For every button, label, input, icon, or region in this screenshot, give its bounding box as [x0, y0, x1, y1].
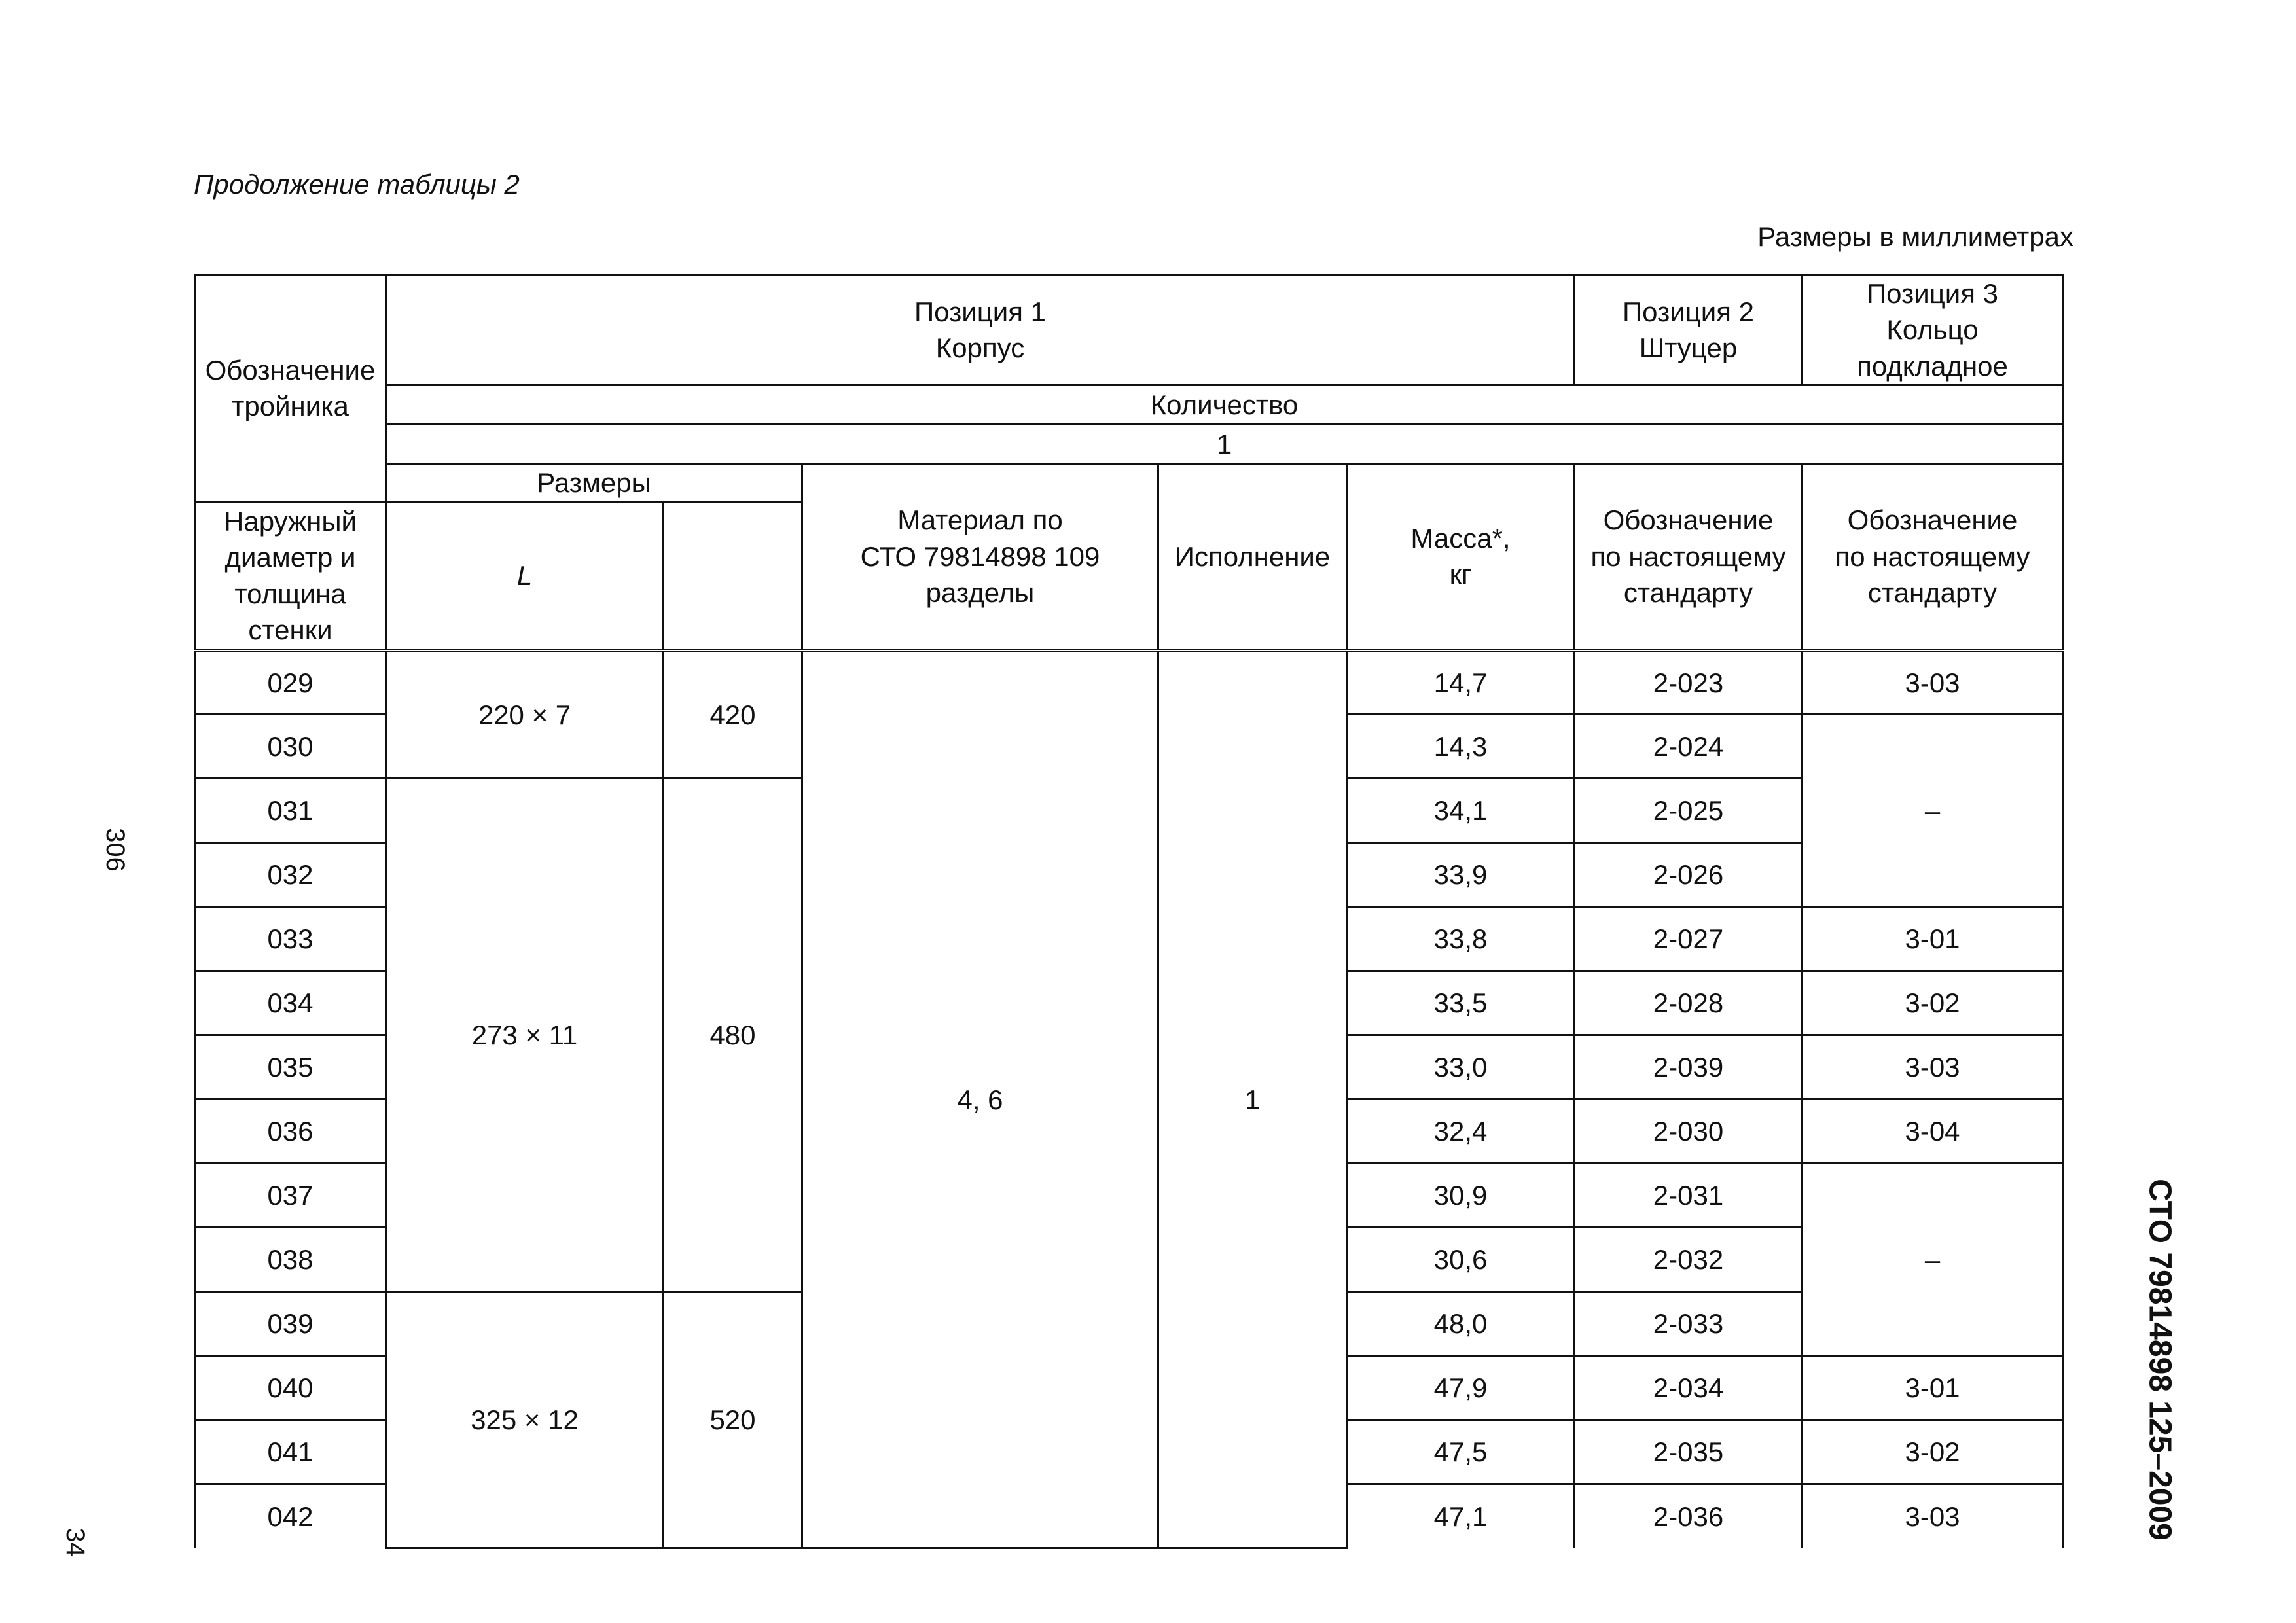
header-position1: Позиция 1 Корпус: [386, 275, 1575, 385]
pos3-cell: 3-01: [1803, 1356, 2063, 1420]
row-code: 041: [195, 1420, 386, 1484]
row-code: 031: [195, 779, 386, 843]
pos3-cell: 3-03: [1803, 1484, 2063, 1548]
document-code: СТО 79814898 125–2009: [2142, 1179, 2178, 1541]
mass-cell: 47,1: [1347, 1484, 1575, 1548]
size-cell: 273 × 11: [386, 779, 664, 1292]
row-code: 029: [195, 651, 386, 715]
mass-cell: 14,7: [1347, 651, 1575, 715]
mass-cell: 32,4: [1347, 1099, 1575, 1164]
header-mass: Масса*, кг: [1347, 464, 1575, 651]
header-quantity-value: 1: [386, 425, 2063, 464]
row-code: 032: [195, 843, 386, 907]
pos3-cell: 3-02: [1803, 1420, 2063, 1484]
pos2-cell: 2-023: [1575, 651, 1803, 715]
pos2-cell: 2-027: [1575, 907, 1803, 971]
spec-table: [194, 274, 2064, 1549]
row-code: 030: [195, 715, 386, 779]
row-code: 039: [195, 1292, 386, 1356]
header-execution: Исполнение: [1158, 464, 1347, 651]
pos3-cell: 3-02: [1803, 971, 2063, 1035]
mass-cell: 34,1: [1347, 779, 1575, 843]
pos3-cell: 3-03: [1803, 651, 2063, 715]
pos2-cell: 2-032: [1575, 1228, 1803, 1292]
mass-cell: 47,5: [1347, 1420, 1575, 1484]
material-cell: 4, 6: [802, 651, 1158, 1548]
pos3-cell: 3-04: [1803, 1099, 2063, 1164]
table-continuation-title: Продолжение таблицы 2: [194, 169, 520, 200]
pos2-cell: 2-026: [1575, 843, 1803, 907]
header-position2: Позиция 2 Штуцер: [1575, 275, 1803, 385]
pos3-cell: 3-03: [1803, 1035, 2063, 1099]
row-code: 035: [195, 1035, 386, 1099]
header-length: L: [386, 502, 664, 650]
pos2-cell: 2-028: [1575, 971, 1803, 1035]
mass-cell: 33,8: [1347, 907, 1575, 971]
row-code: 042: [195, 1484, 386, 1548]
pos2-cell: 2-031: [1575, 1164, 1803, 1228]
page-number-rotated: 306: [100, 828, 130, 872]
size-cell: 220 × 7: [386, 651, 664, 779]
mass-cell: 33,5: [1347, 971, 1575, 1035]
row-code: 034: [195, 971, 386, 1035]
length-cell: 420: [664, 651, 802, 779]
pos3-cell: –: [1803, 715, 2063, 907]
pos2-cell: 2-025: [1575, 779, 1803, 843]
header-designation-pos2: Обозначение по настоящему стандарту: [1575, 464, 1803, 651]
size-cell: 325 × 12: [386, 1292, 664, 1548]
row-code: 040: [195, 1356, 386, 1420]
length-cell: 480: [664, 779, 802, 1292]
pos3-cell: 3-01: [1803, 907, 2063, 971]
header-sizes: Размеры: [386, 464, 802, 502]
row-code: 038: [195, 1228, 386, 1292]
mass-cell: 48,0: [1347, 1292, 1575, 1356]
mass-cell: 30,6: [1347, 1228, 1575, 1292]
pos2-cell: 2-030: [1575, 1099, 1803, 1164]
pos3-cell: –: [1803, 1164, 2063, 1356]
execution-cell: 1: [1158, 651, 1347, 1548]
pos2-cell: 2-033: [1575, 1292, 1803, 1356]
row-code: 037: [195, 1164, 386, 1228]
page-number: 34: [60, 1527, 90, 1557]
pos2-cell: 2-034: [1575, 1356, 1803, 1420]
units-note: Размеры в миллиметрах: [1757, 221, 2073, 252]
pos2-cell: 2-035: [1575, 1420, 1803, 1484]
pos2-cell: 2-036: [1575, 1484, 1803, 1548]
row-code: 033: [195, 907, 386, 971]
header-tee-designation: Обозначение тройника: [195, 275, 386, 503]
row-code: 036: [195, 1099, 386, 1164]
mass-cell: 30,9: [1347, 1164, 1575, 1228]
mass-cell: 33,0: [1347, 1035, 1575, 1099]
header-outer-diameter: Наружный диаметр и толщина стенки: [195, 502, 386, 650]
pos2-cell: 2-039: [1575, 1035, 1803, 1099]
header-position3: Позиция 3 Кольцо подкладное: [1803, 275, 2063, 385]
header-quantity-label: Количество: [386, 385, 2063, 425]
length-cell: 520: [664, 1292, 802, 1548]
header-material: Материал по СТО 79814898 109 разделы: [802, 464, 1158, 651]
header-designation-pos3: Обозначение по настоящему стандарту: [1803, 464, 2063, 651]
mass-cell: 33,9: [1347, 843, 1575, 907]
mass-cell: 47,9: [1347, 1356, 1575, 1420]
mass-cell: 14,3: [1347, 715, 1575, 779]
pos2-cell: 2-024: [1575, 715, 1803, 779]
